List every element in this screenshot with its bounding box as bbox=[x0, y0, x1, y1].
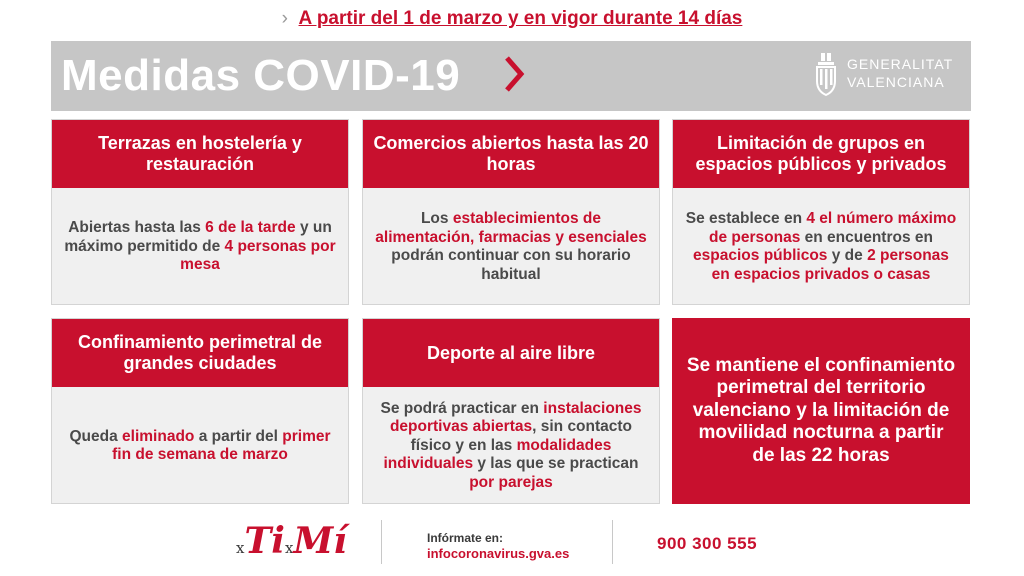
card-body bbox=[673, 188, 969, 306]
card-body bbox=[52, 387, 348, 505]
card-body bbox=[52, 188, 348, 306]
highlight-text: modalidades individuales bbox=[383, 436, 612, 473]
card-body bbox=[363, 387, 659, 505]
highlight-text: establecimientos de alimentación, farmacias y esenciales bbox=[375, 210, 647, 246]
highlight-text: por parejas bbox=[469, 473, 553, 491]
card-title: Confinamiento perimetral de grandes ciudades bbox=[52, 319, 348, 387]
card-title: Deporte al aire libre bbox=[363, 319, 659, 387]
highlight-text: eliminado bbox=[122, 427, 195, 445]
measure-card bbox=[362, 318, 660, 504]
body-text: podrán continuar con su horario habitual bbox=[391, 247, 631, 283]
card-body-text bbox=[373, 210, 649, 284]
highlight-text: primer fin de semana de marzo bbox=[112, 427, 331, 463]
highlight-text: 4 personas por mesa bbox=[180, 237, 336, 274]
highlight-card bbox=[672, 318, 970, 504]
body-text: y de bbox=[827, 247, 868, 264]
card-body-text bbox=[62, 428, 338, 465]
highlight-text: 6 de la tarde bbox=[205, 219, 296, 237]
card-body bbox=[363, 188, 659, 306]
highlight-text: Se mantiene el confinamiento perimetral del territorio valenciano y la limitación de movilidad nocturna a partir de las 22 horas bbox=[686, 354, 956, 466]
top-notice-link[interactable]: A partir del 1 de marzo y en vigor durante 14 días bbox=[298, 8, 743, 29]
divider bbox=[381, 520, 382, 564]
xtixmi-logo: xTixMí bbox=[236, 520, 347, 562]
page-title: Medidas COVID-19 bbox=[61, 51, 461, 100]
measure-card bbox=[672, 119, 970, 305]
highlight-text: espacios públicos bbox=[693, 247, 828, 264]
chevron-right-icon: › bbox=[281, 8, 288, 29]
body-text: Se podrá practicar en bbox=[380, 399, 544, 417]
highlight-text: 4 el número máximo de personas bbox=[709, 210, 957, 246]
body-text: Se establece en bbox=[685, 210, 807, 227]
body-text: en encuentros en bbox=[800, 228, 933, 246]
footer bbox=[0, 512, 1024, 576]
info-url-link[interactable]: infocoronavirus.gva.es bbox=[427, 546, 570, 561]
top-notice bbox=[0, 8, 1024, 30]
phone-number[interactable]: 900 300 555 bbox=[657, 534, 758, 553]
body-text: y un máximo permitido de bbox=[64, 219, 332, 255]
measure-card bbox=[51, 119, 349, 305]
info-block bbox=[427, 530, 569, 562]
highlight-text: instalaciones deportivas abiertas bbox=[389, 399, 642, 436]
header-banner bbox=[51, 41, 971, 111]
highlight-text: 2 personas en espacios privados o casas bbox=[711, 247, 949, 283]
measure-card bbox=[51, 318, 349, 504]
body-text: Los bbox=[420, 210, 453, 227]
card-title: Terrazas en hostelería y restauración bbox=[52, 120, 348, 188]
body-text: y las que se practican bbox=[473, 455, 639, 473]
body-text: a partir del bbox=[194, 427, 283, 445]
card-body-text bbox=[683, 210, 959, 284]
divider bbox=[612, 520, 613, 564]
card-body-text bbox=[373, 400, 649, 493]
measure-card bbox=[362, 119, 660, 305]
chevron-right-icon bbox=[503, 55, 525, 93]
body-text: Queda bbox=[69, 427, 123, 445]
card-title: Limitación de grupos en espacios públicos y privados bbox=[673, 120, 969, 188]
body-text: Abiertas hasta las bbox=[68, 219, 206, 237]
body-text: , sin contacto físico y en las bbox=[410, 418, 633, 454]
card-title: Comercios abiertos hasta las 20 horas bbox=[363, 120, 659, 188]
info-label: Infórmate en: bbox=[427, 531, 504, 545]
generalitat-logo-text: GENERALITAT VALENCIANA bbox=[847, 56, 954, 90]
card-body-text bbox=[62, 219, 338, 275]
